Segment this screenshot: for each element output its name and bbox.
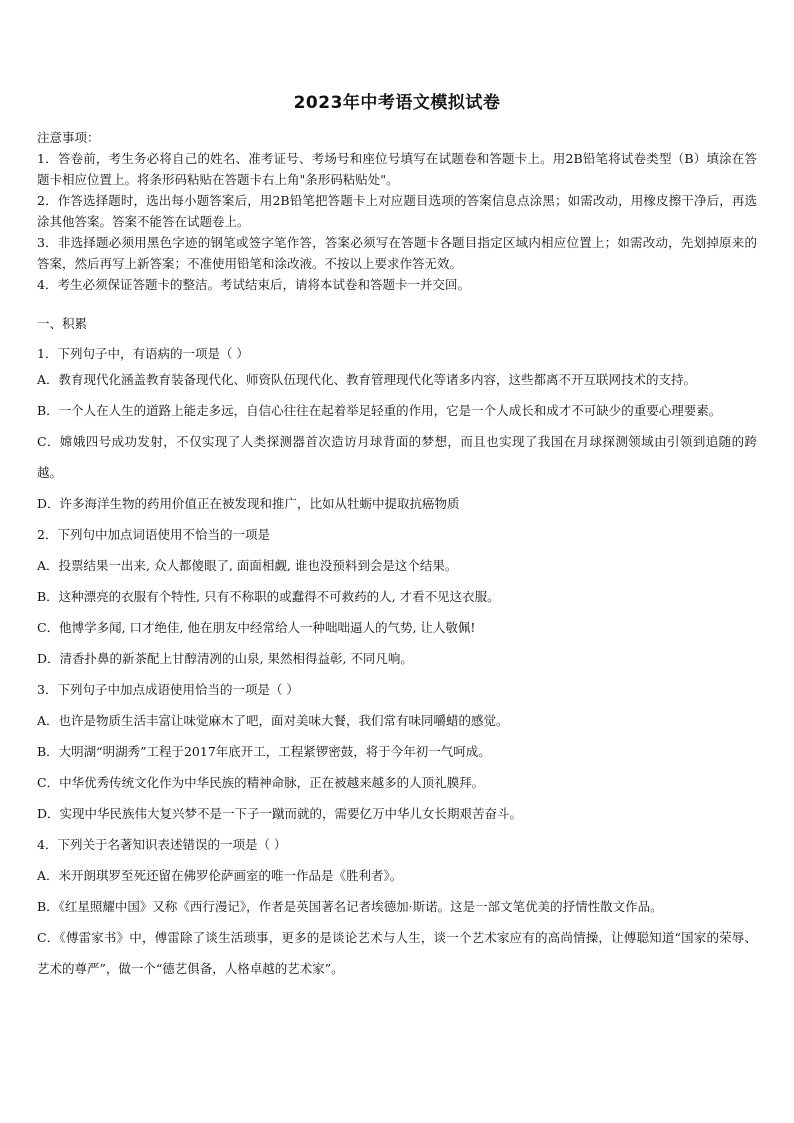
question-stem: 3．下列句子中加点成语使用恰当的一项是（ ） bbox=[37, 682, 299, 697]
option-c: C．《傅雷家书》中，傅雷除了谈生活琐事，更多的是谈论艺术与人生，谈一个艺术家应有的高尚情操，让傅聪知道“国家的荣辱、艺术的尊严”，做一个“德艺俱备，人格卓越的艺术家”。 bbox=[37, 930, 757, 976]
option-a: A．也许是物质生活丰富让味觉麻木了吧，面对美味大餐，我们常有味同嚼蜡的感觉。 bbox=[37, 713, 509, 728]
question-stem: 4．下列关于名著知识表述错误的一项是（ ） bbox=[37, 837, 287, 852]
notice-heading: 注意事项： bbox=[37, 130, 100, 145]
question-stem: 1．下列句子中，有语病的一项是（ ） bbox=[37, 346, 249, 361]
question-2 bbox=[37, 519, 757, 674]
notice-item: 1．答卷前，考生务必将自己的姓名、准考证号、考场号和座位号填写在试题卷和答题卡上。用2B铅笔将试卷类型（B）填涂在答题卡相应位置上。将条形码粘贴在答题卡右上角"条形码粘贴处"。 bbox=[37, 151, 757, 187]
option-a: A．投票结果一出来, 众人都傻眼了, 面面相觑, 谁也没预料到会是这个结果。 bbox=[37, 558, 458, 573]
option-d: D．实现中华民族伟大复兴梦不是一下子一蹴而就的，需要亿万中华儿女长期艰苦奋斗。 bbox=[37, 806, 523, 821]
option-b: B．《红星照耀中国》又称《西行漫记》，作者是英国著名记者埃德加·斯诺。这是一部文笔优美的抒情性散文作品。 bbox=[37, 899, 663, 914]
option-b: B．大明湖“明湖秀”工程于2017年底开工，工程紧锣密鼓，将于今年初一气呵成。 bbox=[37, 744, 491, 759]
exam-page bbox=[37, 80, 757, 984]
notice-item: 4．考生必须保证答题卡的整洁。考试结束后，请将本试卷和答题卡一并交回。 bbox=[37, 277, 470, 292]
option-d: D．清香扑鼻的新茶配上甘醇清冽的山泉, 果然相得益彰, 不同凡响。 bbox=[37, 651, 413, 666]
option-d: D．许多海洋生物的药用价值正在被发现和推广，比如从牡蛎中提取抗癌物质 bbox=[37, 496, 460, 511]
notice-item: 2．作答选择题时，选出每小题答案后，用2B铅笔把答题卡上对应题目选项的答案信息点涂黑；如需改动，用橡皮擦干净后，再选涂其他答案。答案不能答在试题卷上。 bbox=[37, 193, 757, 229]
notice-block bbox=[37, 127, 757, 295]
option-c: C．他博学多闻, 口才绝佳, 他在朋友中经常给人一种咄咄逼人的气势, 让人敬佩! bbox=[37, 620, 476, 635]
option-b: B．一个人在人生的道路上能走多远，自信心往往在起着举足轻重的作用，它是一个人成长和成才不可缺少的重要心理要素。 bbox=[37, 403, 722, 418]
page-title: 2023年中考语文模拟试卷 bbox=[293, 93, 501, 113]
option-a: A．教育现代化涵盖教育装备现代化、师资队伍现代化、教育管理现代化等诸多内容，这些都离不开互联网技术的支持。 bbox=[37, 372, 697, 387]
question-1 bbox=[37, 343, 757, 519]
section-heading: 一、积累 bbox=[37, 316, 88, 331]
question-3 bbox=[37, 674, 757, 829]
option-c: C．嫦娥四号成功发射，不仅实现了人类探测器首次造访月球背面的梦想，而且也实现了我国在月球探测领域由引领到追随的跨越。 bbox=[37, 434, 757, 480]
question-stem: 2．下列句中加点词语使用不恰当的一项是 bbox=[37, 527, 270, 542]
option-b: B．这种漂亮的衣服有个特性, 只有不称职的或蠢得不可救药的人, 才看不见这衣服。 bbox=[37, 589, 500, 604]
notice-item: 3．非选择题必须用黑色字迹的钢笔或签字笔作答，答案必须写在答题卡各题目指定区域内相应位置上；如需改动，先划掉原来的答案，然后再写上新答案；不准使用铅笔和涂改液。不按以上要求作答无效。 bbox=[37, 235, 757, 271]
option-c: C．中华优秀传统文化作为中华民族的精神命脉，正在被越来越多的人顶礼膜拜。 bbox=[37, 775, 485, 790]
question-4 bbox=[37, 829, 757, 984]
option-a: A．米开朗琪罗至死还留在佛罗伦萨画室的唯一作品是《胜利者》。 bbox=[37, 868, 403, 883]
